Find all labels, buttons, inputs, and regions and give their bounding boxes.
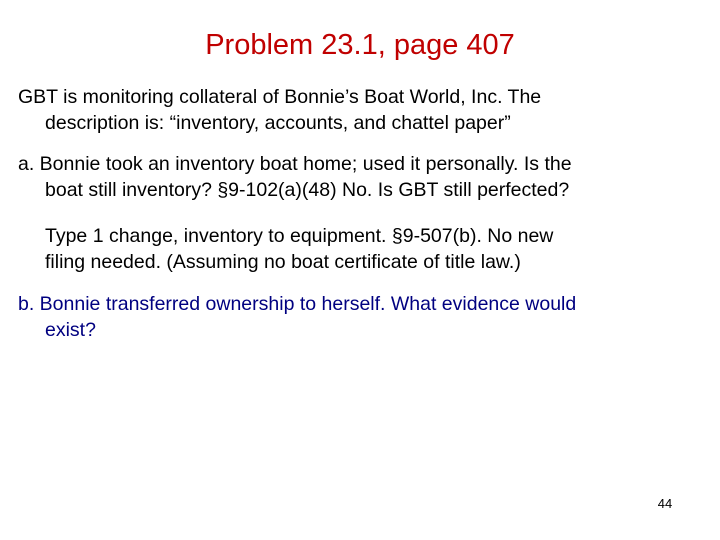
page-number: 44 — [657, 496, 673, 511]
intro-paragraph — [18, 84, 541, 136]
question-b-paragraph — [18, 291, 576, 343]
question-a-paragraph — [18, 151, 572, 203]
intro-line-2: description is: “inventory, accounts, and chattel paper” — [45, 112, 511, 134]
intro-line-1: GBT is monitoring collateral of Bonnie’s Boat World, Inc. The — [18, 86, 542, 108]
question-a-line-2: boat still inventory? §9-102(a)(48) No. Is GBT still perfected? — [45, 179, 570, 201]
slide-title: Problem 23.1, page 407 — [205, 29, 515, 61]
answer-a-line-2: filing needed. (Assuming no boat certificate of title law.) — [45, 251, 521, 273]
question-b-line-1: b. Bonnie transferred ownership to herself. What evidence would — [18, 293, 577, 315]
answer-a-line-1: Type 1 change, inventory to equipment. §9-507(b). No new — [45, 225, 554, 247]
question-a-line-1: a. Bonnie took an inventory boat home; used it personally. Is the — [18, 153, 572, 175]
answer-a-paragraph — [45, 223, 553, 275]
question-b-line-2: exist? — [45, 319, 96, 341]
